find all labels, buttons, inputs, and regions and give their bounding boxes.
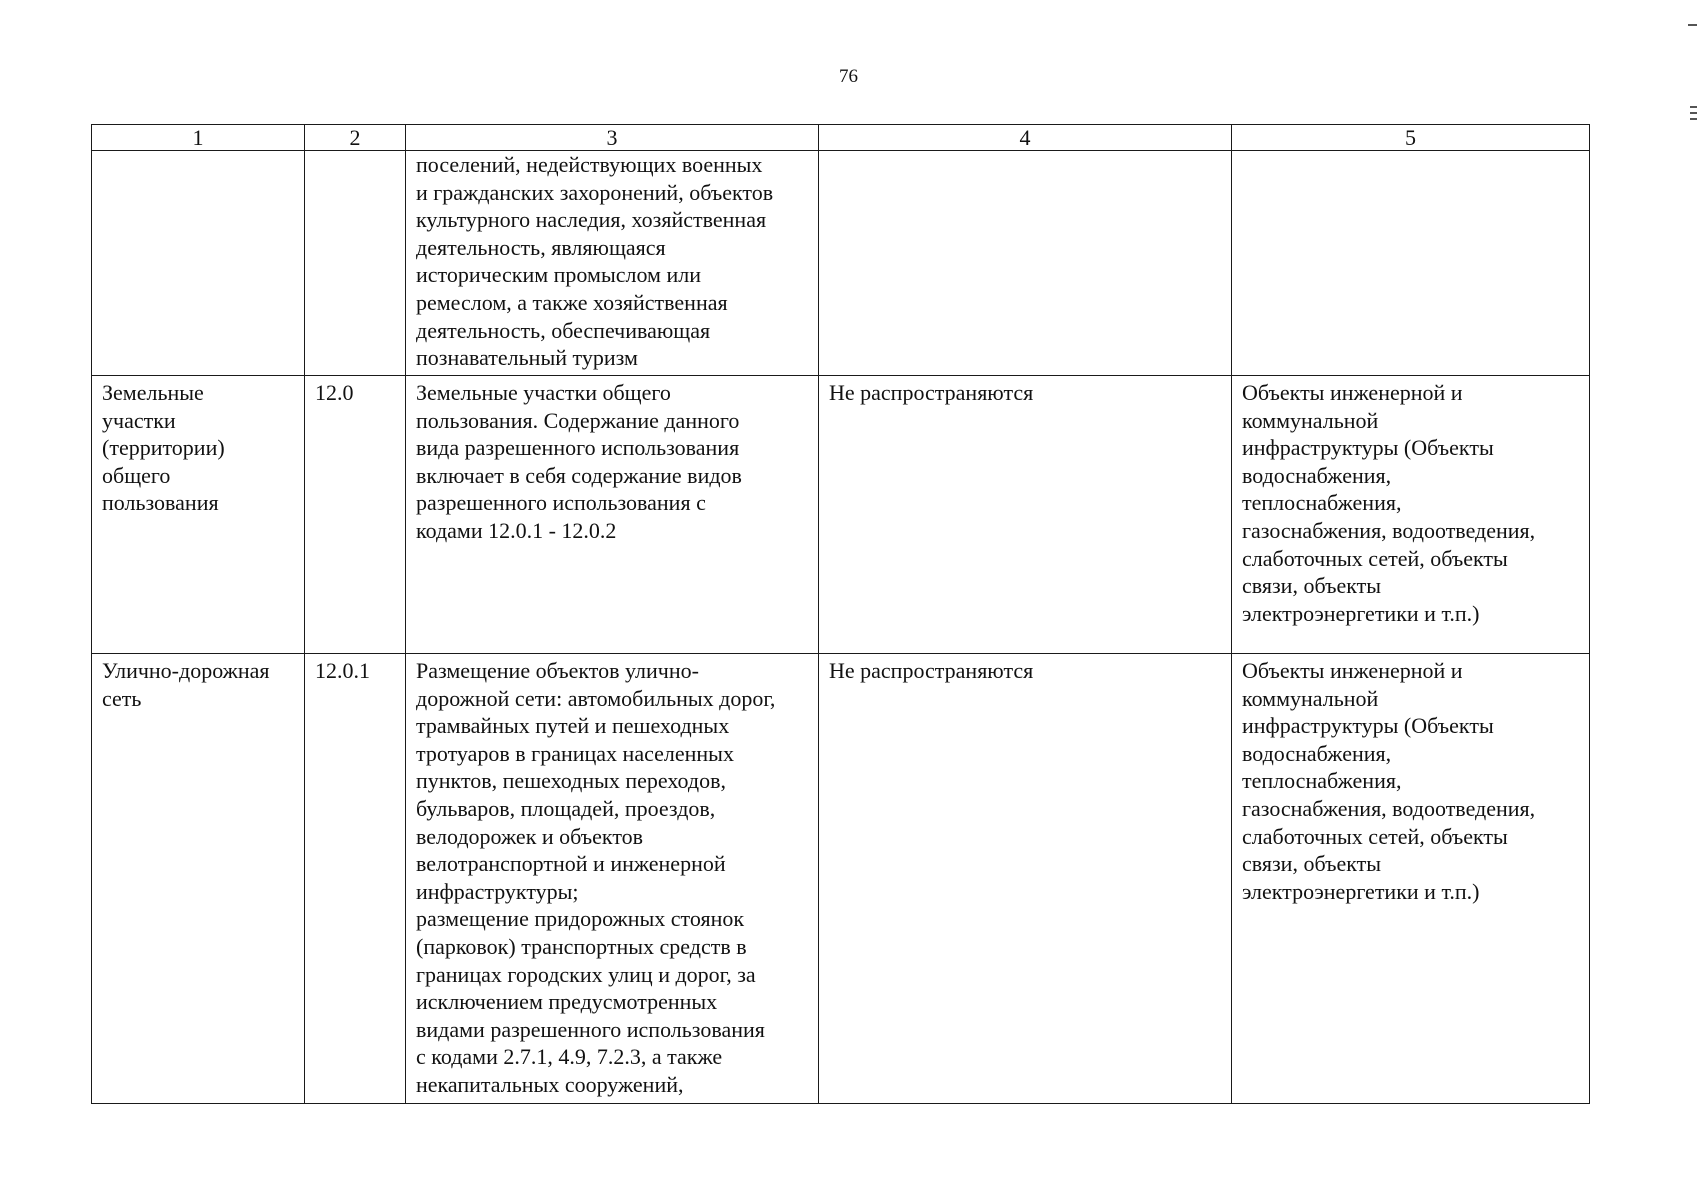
edge-mark <box>1690 106 1697 108</box>
column-header: 5 <box>1232 125 1590 151</box>
column-header: 1 <box>92 125 305 151</box>
use-type-name-cell <box>92 151 305 376</box>
edge-mark <box>1690 112 1697 114</box>
use-type-name-cell: Земельные участки (территории) общего пользования <box>92 376 305 654</box>
use-description-cell: Земельные участки общего пользования. Содержание данного вида разрешенного использования включает в себя содержание видов разрешенного использования с кодами 12.0.1 - 12.0.2 <box>406 376 819 654</box>
use-description-cell: поселений, недействующих военных и гражданских захоронений, объектов культурного наследия, хозяйственная деятельность, являющаяся историческим промыслом или ремеслом, а также хозяйственная деятельность, обеспечивающая познавательный туризм <box>406 151 819 376</box>
use-code-cell <box>305 151 406 376</box>
table-row <box>92 654 1590 1104</box>
allowed-objects-cell <box>1232 151 1590 376</box>
edge-mark <box>1690 118 1697 120</box>
edge-mark <box>1688 24 1697 26</box>
use-code-cell: 12.0.1 <box>305 654 406 1104</box>
restrictions-cell: Не распространяются <box>819 376 1232 654</box>
table-row <box>92 151 1590 376</box>
table-header-row <box>92 125 1590 151</box>
page-number: 76 <box>839 66 858 87</box>
restrictions-cell: Не распространяются <box>819 654 1232 1104</box>
allowed-objects-cell: Объекты инженерной и коммунальной инфраструктуры (Объекты водоснабжения, теплоснабжения, газоснабжения, водоотведения, слаботочных сетей, объекты связи, объекты электроэнергетики и т.п.) <box>1232 654 1590 1104</box>
column-header: 3 <box>406 125 819 151</box>
use-code-cell: 12.0 <box>305 376 406 654</box>
column-header: 4 <box>819 125 1232 151</box>
land-use-table <box>91 124 1590 1104</box>
restrictions-cell <box>819 151 1232 376</box>
use-type-name-cell: Улично-дорожная сеть <box>92 654 305 1104</box>
use-description-cell: Размещение объектов улично- дорожной сети: автомобильных дорог, трамвайных путей и пешеходных тротуаров в границах населенных пунктов, пешеходных переходов, бульваров, площадей, проездов, велодорожек и объектов велотранспортной и инженерной инфраструктуры; размещение придорожных стоянок (парковок) транспортных средств в границах городских улиц и дорог, за исключением предусмотренных видами разрешенного использования с кодами 2.7.1, 4.9, 7.2.3, а также некапитальных сооружений, <box>406 654 819 1104</box>
table-row <box>92 376 1590 654</box>
column-header: 2 <box>305 125 406 151</box>
allowed-objects-cell: Объекты инженерной и коммунальной инфраструктуры (Объекты водоснабжения, теплоснабжения, газоснабжения, водоотведения, слаботочных сетей, объекты связи, объекты электроэнергетики и т.п.) <box>1232 376 1590 654</box>
